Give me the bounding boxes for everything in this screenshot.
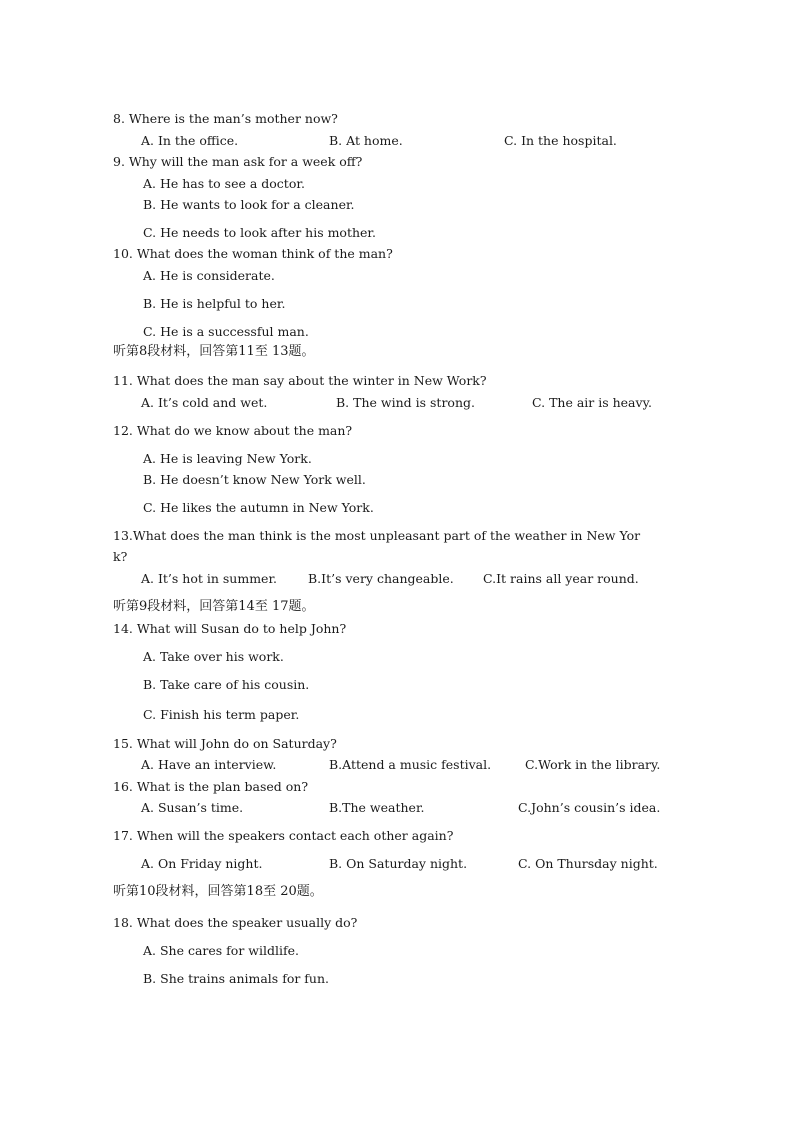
option-12b: B. He doesn’t know New York well. [143, 472, 366, 487]
option-18a: A. She cares for wildlife. [143, 943, 299, 958]
option-10b: B. He is helpful to her. [143, 296, 286, 311]
option-9a: A. He has to see a doctor. [143, 176, 305, 191]
question-8: 8. Where is the man’s mother now? [113, 111, 338, 126]
question-18: 18. What does the speaker usually do? [113, 915, 358, 930]
question-13-continued: k? [113, 549, 128, 564]
option-10c: C. He is a successful man. [143, 324, 309, 339]
question-15: 15. What will John do on Saturday? [113, 736, 337, 751]
option-15a: A. Have an interview. [141, 757, 277, 772]
option-16b: B.The weather. [329, 800, 425, 815]
question-12: 12. What do we know about the man? [113, 423, 353, 438]
option-14b: B. Take care of his cousin. [143, 677, 310, 692]
question-13: 13.What does the man think is the most unpleasant part of the weather in New Yor [113, 528, 641, 543]
section-9-header: 听第9段材料，回答第14至 17题。 [113, 599, 315, 614]
option-15b: B.Attend a music festival. [329, 757, 492, 772]
section-8-header: 听第8段材料，回答第11至 13题。 [113, 344, 315, 359]
option-16c: C.John’s cousin’s idea. [518, 800, 661, 815]
option-8a: A. In the office. [141, 133, 239, 148]
option-11c: C. The air is heavy. [532, 395, 652, 410]
option-13b: B.It’s very changeable. [308, 571, 454, 586]
option-14a: A. Take over his work. [143, 649, 284, 664]
option-12a: A. He is leaving New York. [143, 451, 312, 466]
option-13a: A. It’s hot in summer. [141, 571, 278, 586]
option-8c: C. In the hospital. [504, 133, 617, 148]
section-10-header: 听第10段材料，回答第18至 20题。 [113, 884, 323, 899]
option-11a: A. It’s cold and wet. [141, 395, 268, 410]
question-14: 14. What will Susan do to help John? [113, 621, 347, 636]
option-10a: A. He is considerate. [143, 268, 275, 283]
option-16a: A. Susan’s time. [141, 800, 244, 815]
option-8b: B. At home. [329, 133, 403, 148]
question-10: 10. What does the woman think of the man? [113, 246, 393, 261]
option-14c: C. Finish his term paper. [143, 707, 300, 722]
question-16: 16. What is the plan based on? [113, 779, 309, 794]
option-18b: B. She trains animals for fun. [143, 971, 329, 986]
option-17c: C. On Thursday night. [518, 856, 658, 871]
option-11b: B. The wind is strong. [336, 395, 475, 410]
option-12c: C. He likes the autumn in New York. [143, 500, 374, 515]
question-11: 11. What does the man say about the winter in New Work? [113, 373, 487, 388]
option-17b: B. On Saturday night. [329, 856, 468, 871]
option-9c: C. He needs to look after his mother. [143, 225, 377, 240]
option-15c: C.Work in the library. [525, 757, 661, 772]
question-17: 17. When will the speakers contact each other again? [113, 828, 454, 843]
question-9: 9. Why will the man ask for a week off? [113, 154, 363, 169]
option-9b: B. He wants to look for a cleaner. [143, 197, 355, 212]
option-17a: A. On Friday night. [141, 856, 263, 871]
option-13c: C.It rains all year round. [483, 571, 639, 586]
